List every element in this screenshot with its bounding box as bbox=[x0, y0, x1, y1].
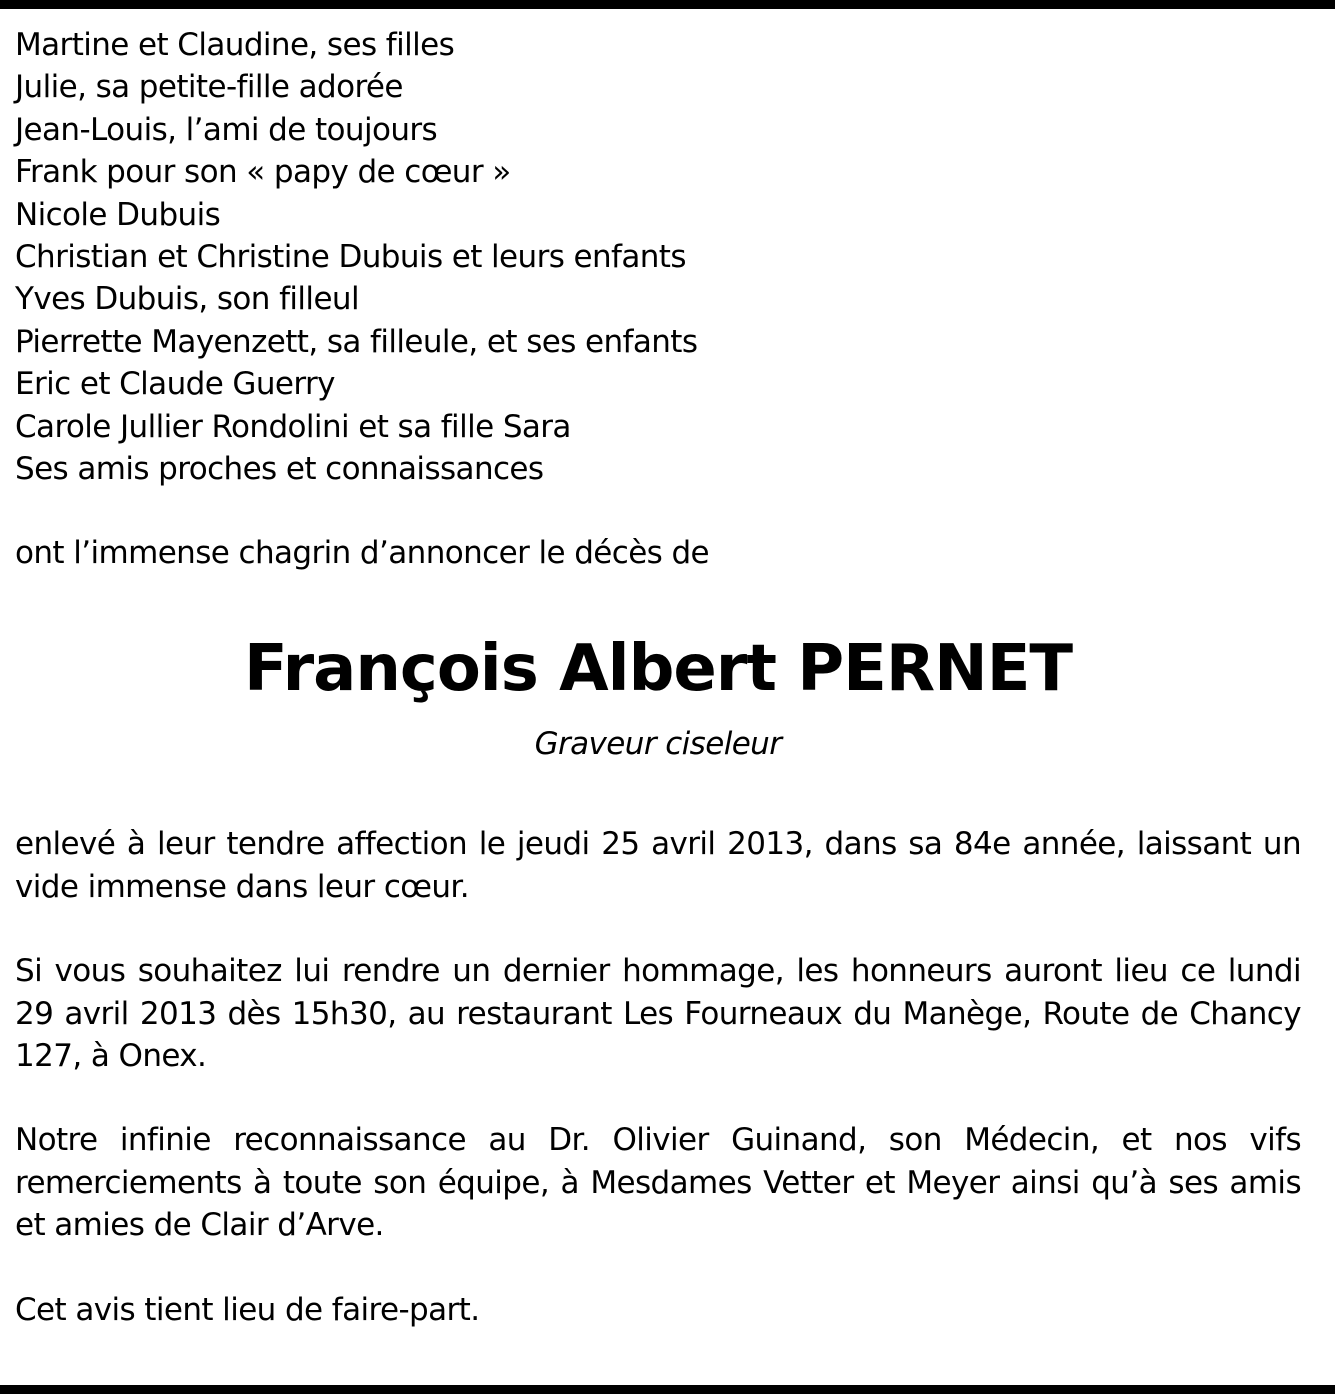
family-line: Frank pour son « papy de cœur » bbox=[15, 154, 511, 191]
tribute-paragraph: Si vous souhaitez lui rendre un dernier hommage, les honneurs auront lieu ce lundi 29 avril 2013 dès 15h30, au restaurant Les Fourneaux du Manège, Route de Chancy 127, à Onex. bbox=[15, 953, 1301, 1074]
family-line: Christian et Christine Dubuis et leurs enfants bbox=[15, 239, 686, 276]
family-line: Martine et Claudine, ses filles bbox=[15, 27, 455, 63]
family-line: Pierrette Mayenzett, sa filleule, et ses enfants bbox=[15, 323, 698, 360]
obituary-notice bbox=[15, 24, 1301, 1331]
bottom-border-rule bbox=[0, 1385, 1335, 1394]
closing-note: Cet avis tient lieu de faire-part. bbox=[15, 1291, 480, 1328]
family-line: Yves Dubuis, son filleul bbox=[15, 281, 359, 318]
family-line: Ses amis proches et connaissances bbox=[15, 451, 544, 488]
death-paragraph: enlevé à leur tendre affection le jeudi 25 avril 2013, dans sa 84e année, laissant un vide immense dans leur cœur. bbox=[15, 826, 1301, 905]
deceased-name: François Albert PERNET bbox=[243, 631, 1073, 706]
family-line: Eric et Claude Guerry bbox=[15, 366, 335, 403]
family-line: Nicole Dubuis bbox=[15, 196, 221, 233]
announcement-intro: ont l’immense chagrin d’annoncer le décès de bbox=[15, 535, 710, 572]
top-border-rule bbox=[0, 0, 1335, 9]
family-line: Carole Jullier Rondolini et sa fille Sara bbox=[15, 408, 571, 445]
thanks-paragraph: Notre infinie reconnaissance au Dr. Olivier Guinand, son Médecin, et nos vifs remerciements à toute son équipe, à Mesdames Vetter et Meyer ainsi qu’à ses amis et amies de Clair d’Arve. bbox=[15, 1122, 1301, 1244]
family-list bbox=[15, 24, 1301, 490]
family-line: Jean-Louis, l’ami de toujours bbox=[15, 111, 438, 148]
family-line: Julie, sa petite-fille adorée bbox=[15, 69, 403, 106]
deceased-profession: Graveur ciseleur bbox=[534, 725, 782, 762]
